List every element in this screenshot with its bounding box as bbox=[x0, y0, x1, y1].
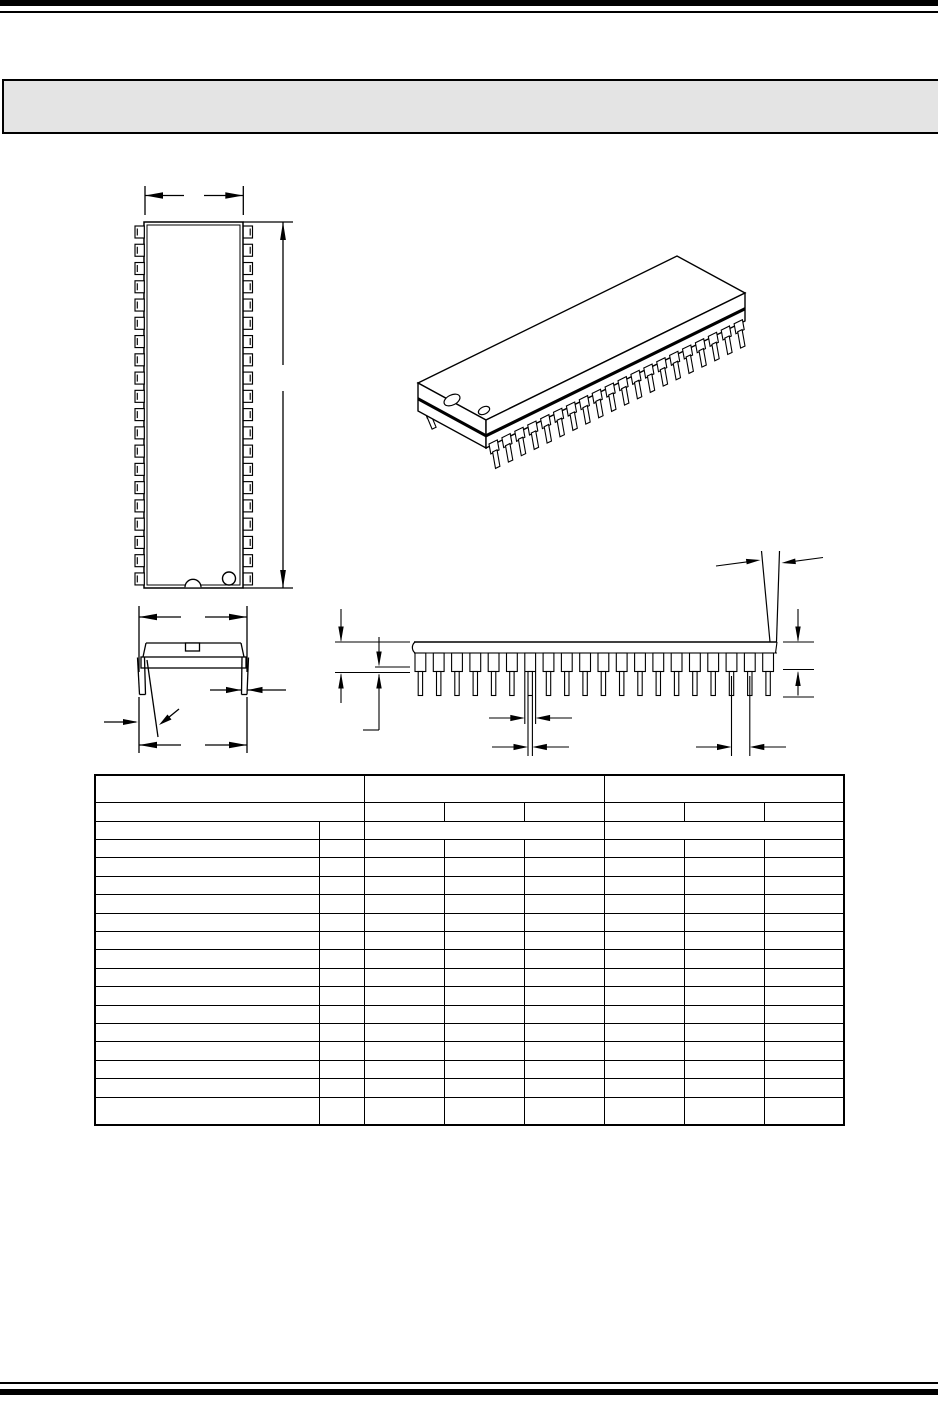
table-cell bbox=[604, 821, 844, 839]
table-cell bbox=[95, 1024, 319, 1042]
pin bbox=[433, 653, 444, 672]
pin bbox=[135, 409, 144, 421]
pin bbox=[135, 226, 144, 238]
pin bbox=[135, 482, 144, 494]
draft-angle-line bbox=[777, 551, 780, 642]
pin bbox=[243, 445, 252, 457]
pin bbox=[525, 653, 536, 672]
table-cell bbox=[319, 987, 364, 1005]
table-cell bbox=[764, 987, 844, 1005]
table-cell bbox=[604, 1079, 684, 1097]
table-cell bbox=[444, 950, 524, 968]
table-cell bbox=[604, 931, 684, 949]
pin bbox=[656, 672, 660, 696]
pin bbox=[708, 653, 719, 672]
pin bbox=[546, 672, 550, 696]
table-cell bbox=[95, 775, 364, 803]
pin bbox=[418, 672, 422, 696]
pin bbox=[506, 444, 513, 463]
table-cell bbox=[319, 895, 364, 913]
table-cell bbox=[524, 931, 604, 949]
table-row bbox=[95, 895, 844, 913]
lead-angle-reference-line bbox=[147, 660, 158, 737]
table-cell bbox=[604, 803, 684, 821]
pin bbox=[635, 380, 642, 399]
table-cell bbox=[95, 1097, 319, 1125]
pin bbox=[135, 463, 144, 475]
table-cell bbox=[95, 803, 364, 821]
table-cell bbox=[684, 1024, 764, 1042]
figure-end-view bbox=[100, 598, 300, 760]
end-view-dimension-lines bbox=[104, 606, 286, 753]
table-cell bbox=[319, 1042, 364, 1060]
table-cell bbox=[364, 1042, 444, 1060]
pin bbox=[135, 299, 144, 311]
pin bbox=[712, 342, 719, 361]
table-cell bbox=[444, 1079, 524, 1097]
table-cell bbox=[95, 1079, 319, 1097]
table-cell bbox=[319, 821, 364, 839]
draft-angle-line bbox=[762, 551, 771, 642]
table-cell bbox=[764, 1024, 844, 1042]
table-cell bbox=[364, 968, 444, 986]
side-view-pins bbox=[415, 653, 774, 696]
table-cell bbox=[524, 858, 604, 876]
pin bbox=[243, 573, 252, 585]
table-row bbox=[95, 876, 844, 894]
table-cell bbox=[604, 1060, 684, 1078]
package-body-outline bbox=[144, 222, 243, 588]
pin bbox=[243, 317, 252, 329]
pin bbox=[598, 653, 609, 672]
table-cell bbox=[364, 839, 444, 857]
table-cell bbox=[684, 1042, 764, 1060]
pin bbox=[243, 390, 252, 402]
table-cell bbox=[604, 987, 684, 1005]
table-cell bbox=[604, 1005, 684, 1023]
pin bbox=[693, 672, 697, 696]
pin bbox=[135, 281, 144, 293]
pin bbox=[452, 653, 463, 672]
table-cell bbox=[364, 931, 444, 949]
pin bbox=[507, 653, 518, 672]
pin bbox=[135, 555, 144, 567]
table-row bbox=[95, 1005, 844, 1023]
pin bbox=[647, 374, 654, 393]
pin bbox=[135, 317, 144, 329]
pin bbox=[622, 387, 629, 406]
pin bbox=[135, 354, 144, 366]
table-cell bbox=[764, 913, 844, 931]
table-cell bbox=[604, 1024, 684, 1042]
pin bbox=[135, 372, 144, 384]
pin bbox=[531, 431, 538, 450]
table-row bbox=[95, 1097, 844, 1125]
pin bbox=[699, 349, 706, 368]
pin bbox=[557, 418, 564, 437]
table-cell bbox=[364, 858, 444, 876]
table-cell bbox=[95, 839, 319, 857]
pin bbox=[243, 500, 252, 512]
table-cell bbox=[684, 931, 764, 949]
pin bbox=[135, 518, 144, 530]
table-cell bbox=[319, 1060, 364, 1078]
table-cell bbox=[319, 913, 364, 931]
pin bbox=[493, 450, 500, 469]
table-cell bbox=[764, 950, 844, 968]
table-cell bbox=[764, 803, 844, 821]
table-cell bbox=[764, 1060, 844, 1078]
side-view-package-body bbox=[412, 551, 779, 653]
table-cell bbox=[764, 876, 844, 894]
table-cell bbox=[604, 839, 684, 857]
table-cell bbox=[444, 1060, 524, 1078]
header-thick-bar bbox=[0, 0, 938, 6]
pin bbox=[135, 390, 144, 402]
table-cell bbox=[95, 858, 319, 876]
pin bbox=[583, 406, 590, 425]
table-cell bbox=[524, 1042, 604, 1060]
table-cell bbox=[444, 913, 524, 931]
table-cell bbox=[364, 895, 444, 913]
pin bbox=[544, 425, 551, 444]
table-cell bbox=[524, 876, 604, 894]
table-cell bbox=[524, 950, 604, 968]
table-cell bbox=[364, 1024, 444, 1042]
table-cell bbox=[524, 1079, 604, 1097]
figure-isometric-view bbox=[395, 245, 795, 495]
table-cell bbox=[764, 1042, 844, 1060]
pin bbox=[243, 354, 252, 366]
table-cell bbox=[524, 1005, 604, 1023]
table-cell bbox=[764, 1097, 844, 1125]
pin bbox=[570, 412, 577, 431]
pin bbox=[596, 399, 603, 418]
pin bbox=[243, 372, 252, 384]
pin bbox=[766, 672, 770, 696]
table-cell bbox=[319, 839, 364, 857]
table-cell bbox=[764, 968, 844, 986]
pin bbox=[243, 536, 252, 548]
table-cell bbox=[95, 931, 319, 949]
title-banner bbox=[2, 79, 938, 134]
pin bbox=[510, 672, 514, 696]
table-cell bbox=[364, 775, 604, 803]
table-cell bbox=[319, 876, 364, 894]
dimension-table bbox=[94, 774, 845, 1126]
pin bbox=[243, 226, 252, 238]
table-cell bbox=[764, 1005, 844, 1023]
pin-1-indicator bbox=[223, 572, 236, 585]
pin bbox=[620, 672, 624, 696]
table-cell bbox=[524, 968, 604, 986]
table-cell bbox=[95, 1005, 319, 1023]
pin bbox=[243, 463, 252, 475]
table-cell bbox=[319, 1079, 364, 1097]
table-cell bbox=[444, 987, 524, 1005]
table-cell bbox=[364, 1060, 444, 1078]
pin bbox=[726, 653, 737, 672]
table-cell bbox=[604, 858, 684, 876]
pin bbox=[565, 672, 569, 696]
pin bbox=[583, 672, 587, 696]
pin bbox=[580, 653, 591, 672]
table-cell bbox=[95, 876, 319, 894]
pin bbox=[609, 393, 616, 412]
table-cell bbox=[684, 913, 764, 931]
pin bbox=[135, 244, 144, 256]
pin bbox=[711, 672, 715, 696]
pin bbox=[437, 672, 441, 696]
table-cell bbox=[604, 895, 684, 913]
pin bbox=[653, 653, 664, 672]
table-cell bbox=[444, 931, 524, 949]
pin bbox=[135, 536, 144, 548]
isometric-package-body bbox=[418, 256, 745, 448]
table-cell bbox=[524, 803, 604, 821]
table-cell bbox=[95, 968, 319, 986]
table-cell bbox=[444, 876, 524, 894]
pin bbox=[135, 336, 144, 348]
pin bbox=[671, 653, 682, 672]
pin bbox=[488, 653, 499, 672]
pin bbox=[243, 555, 252, 567]
table-cell bbox=[95, 1060, 319, 1078]
table-cell bbox=[364, 876, 444, 894]
table-cell bbox=[95, 1042, 319, 1060]
table-cell bbox=[684, 950, 764, 968]
table-cell bbox=[524, 839, 604, 857]
footer-thick-bar bbox=[0, 1389, 938, 1395]
pin bbox=[738, 330, 745, 349]
table-cell bbox=[364, 913, 444, 931]
pin bbox=[243, 244, 252, 256]
pin bbox=[473, 672, 477, 696]
pin bbox=[243, 281, 252, 293]
table-cell bbox=[444, 895, 524, 913]
table-cell bbox=[764, 931, 844, 949]
table-cell bbox=[684, 987, 764, 1005]
table-cell bbox=[95, 913, 319, 931]
table-cell bbox=[524, 987, 604, 1005]
table-row bbox=[95, 968, 844, 986]
table-cell bbox=[684, 1060, 764, 1078]
table-cell bbox=[764, 858, 844, 876]
pin bbox=[135, 500, 144, 512]
table-cell bbox=[764, 895, 844, 913]
pin bbox=[243, 427, 252, 439]
table-cell bbox=[524, 1060, 604, 1078]
table-cell bbox=[524, 1097, 604, 1125]
table-cell bbox=[604, 775, 844, 803]
table-cell bbox=[444, 968, 524, 986]
table-cell bbox=[319, 858, 364, 876]
table-cell bbox=[95, 950, 319, 968]
table-row bbox=[95, 858, 844, 876]
table-cell bbox=[444, 803, 524, 821]
pin bbox=[518, 437, 525, 456]
table-cell bbox=[444, 1097, 524, 1125]
table-row bbox=[95, 1024, 844, 1042]
table-cell bbox=[444, 858, 524, 876]
pin bbox=[725, 336, 732, 355]
table-cell bbox=[764, 839, 844, 857]
pin bbox=[243, 409, 252, 421]
table-cell bbox=[364, 1097, 444, 1125]
table-cell bbox=[524, 1024, 604, 1042]
table-cell bbox=[319, 950, 364, 968]
pin bbox=[135, 427, 144, 439]
table-cell bbox=[604, 913, 684, 931]
dimension-table-container bbox=[94, 774, 845, 1126]
figure-top-view bbox=[100, 183, 300, 615]
pin bbox=[528, 672, 532, 696]
pin bbox=[243, 482, 252, 494]
pin bbox=[744, 653, 755, 672]
table-cell bbox=[444, 1024, 524, 1042]
pin bbox=[243, 336, 252, 348]
pin bbox=[135, 263, 144, 275]
pin bbox=[674, 672, 678, 696]
table-row bbox=[95, 1079, 844, 1097]
pin bbox=[543, 653, 554, 672]
table-cell bbox=[364, 1079, 444, 1097]
pin bbox=[601, 672, 605, 696]
table-row bbox=[95, 821, 844, 839]
pin bbox=[455, 672, 459, 696]
table-cell bbox=[444, 1005, 524, 1023]
pin bbox=[561, 653, 572, 672]
table-row bbox=[95, 839, 844, 857]
table-cell bbox=[319, 931, 364, 949]
pin bbox=[616, 653, 627, 672]
table-cell bbox=[684, 876, 764, 894]
pin bbox=[690, 653, 701, 672]
table-cell bbox=[444, 1042, 524, 1060]
pin bbox=[638, 672, 642, 696]
table-cell bbox=[604, 1097, 684, 1125]
figure-side-view bbox=[325, 545, 835, 765]
table-cell bbox=[604, 876, 684, 894]
table-cell bbox=[684, 803, 764, 821]
table-cell bbox=[364, 987, 444, 1005]
table-cell bbox=[95, 987, 319, 1005]
table-cell bbox=[364, 950, 444, 968]
table-cell bbox=[319, 1097, 364, 1125]
table-cell bbox=[364, 821, 604, 839]
table-header-row bbox=[95, 803, 844, 821]
table-cell bbox=[764, 1079, 844, 1097]
table-cell bbox=[684, 1097, 764, 1125]
table-row bbox=[95, 1042, 844, 1060]
table-row bbox=[95, 913, 844, 931]
table-row bbox=[95, 987, 844, 1005]
pin bbox=[135, 445, 144, 457]
table-header-row bbox=[95, 775, 844, 803]
pin bbox=[763, 653, 774, 672]
pin bbox=[243, 299, 252, 311]
pin bbox=[660, 368, 667, 387]
header-rule bbox=[0, 11, 938, 13]
table-cell bbox=[684, 968, 764, 986]
table-cell bbox=[364, 1005, 444, 1023]
table-cell bbox=[604, 968, 684, 986]
table-cell bbox=[319, 968, 364, 986]
table-cell bbox=[319, 1024, 364, 1042]
table-cell bbox=[524, 913, 604, 931]
pin bbox=[470, 653, 481, 672]
table-cell bbox=[364, 803, 444, 821]
table-cell bbox=[684, 858, 764, 876]
pin bbox=[491, 672, 495, 696]
table-cell bbox=[95, 821, 319, 839]
table-cell bbox=[95, 895, 319, 913]
pin bbox=[135, 573, 144, 585]
table-cell bbox=[684, 1005, 764, 1023]
table-cell bbox=[604, 1042, 684, 1060]
table-cell bbox=[684, 895, 764, 913]
pin bbox=[635, 653, 646, 672]
table-cell bbox=[444, 839, 524, 857]
table-row bbox=[95, 1060, 844, 1078]
table-row bbox=[95, 950, 844, 968]
pin bbox=[243, 263, 252, 275]
table-row bbox=[95, 931, 844, 949]
pin bbox=[415, 653, 426, 672]
table-cell bbox=[524, 895, 604, 913]
table-cell bbox=[684, 839, 764, 857]
table-cell bbox=[604, 950, 684, 968]
pin bbox=[673, 361, 680, 380]
pin bbox=[243, 518, 252, 530]
footer-rule bbox=[0, 1382, 938, 1384]
pin bbox=[686, 355, 693, 374]
table-cell bbox=[319, 1005, 364, 1023]
table-cell bbox=[684, 1079, 764, 1097]
